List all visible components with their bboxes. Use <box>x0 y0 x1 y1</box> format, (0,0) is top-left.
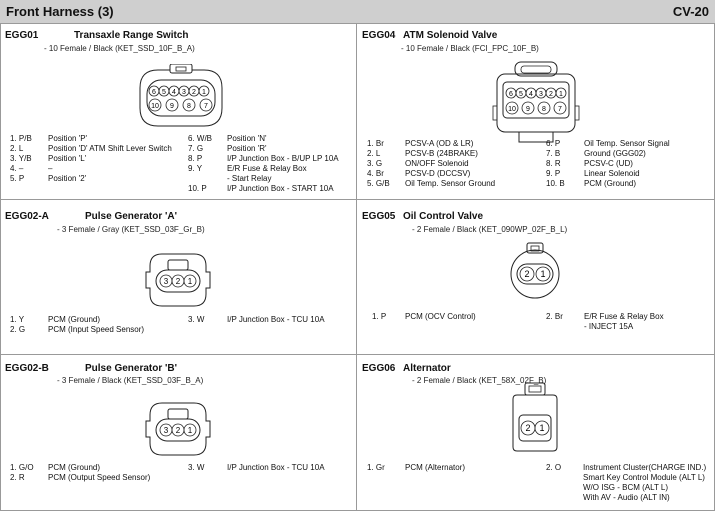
section-id: EGG04 <box>362 30 396 41</box>
pin-row <box>367 149 547 159</box>
pin-number: 4 <box>529 91 533 98</box>
pin-id: 1. Br <box>367 139 384 148</box>
pin-list-left <box>10 315 190 335</box>
pin-row <box>367 139 547 149</box>
connector-bottom-row <box>149 99 212 111</box>
pin-description: PCSV-B (24BRAKE) <box>405 149 478 158</box>
section-id: EGG02-B <box>5 363 49 374</box>
pin-id: 8. P <box>188 154 203 163</box>
pin-id: 1. G/O <box>10 463 34 472</box>
connector-spec: - 3 Female / Black (KET_SSD_03F_B_A) <box>57 376 204 385</box>
pin-row <box>367 169 547 179</box>
pin-row <box>546 483 712 493</box>
pin-number: 6 <box>152 89 156 96</box>
pin-number: 1 <box>187 426 193 435</box>
connector-spec: - 3 Female / Gray (KET_SSD_03F_Gr_B) <box>57 225 205 234</box>
pin-description: PCSV-D (DCCSV) <box>405 169 471 178</box>
pin-row <box>188 144 354 154</box>
pin-list-left <box>367 139 547 189</box>
pin-row <box>188 184 354 194</box>
connector-2pin-diagram <box>503 240 567 302</box>
pin-id: 10. P <box>188 184 207 193</box>
pin-number: 9 <box>170 103 174 110</box>
pin-description: PCM (OCV Control) <box>405 312 476 321</box>
page-header <box>0 0 715 24</box>
pin-description: W/O ISG - BCM (ALT L) <box>583 483 669 492</box>
pin-description: Position 'P' <box>48 134 88 143</box>
pin-id: 9. Y <box>188 164 203 173</box>
pin-description: PCM (Output Speed Sensor) <box>48 473 151 482</box>
connector-spec: - 10 Female / Black (KET_SSD_10F_B_A) <box>44 44 195 53</box>
pin-row <box>367 179 547 189</box>
pin-row <box>188 164 354 174</box>
pin-description: PCM (Input Speed Sensor) <box>48 325 145 334</box>
section-name: ATM Solenoid Valve <box>403 30 498 41</box>
pin-description: I/P Junction Box - TCU 10A <box>227 315 325 324</box>
pin-row <box>10 154 190 164</box>
pin-id: 9. P <box>546 169 561 178</box>
pin-row <box>546 312 712 322</box>
section-egg05 <box>357 200 715 354</box>
pin-description: PCM (Ground) <box>584 179 637 188</box>
pin-row <box>188 463 354 473</box>
pin-id: 2. Br <box>546 312 563 321</box>
section-name: Transaxle Range Switch <box>74 30 189 41</box>
section-egg02b <box>0 355 356 511</box>
pin-row <box>546 463 712 473</box>
pin-row <box>367 463 547 473</box>
pin-id: 2. O <box>546 463 562 472</box>
pin-number: 1 <box>559 91 563 98</box>
pin-row <box>10 144 190 154</box>
pin-number: 10 <box>151 103 159 110</box>
pin-id: 7. G <box>188 144 204 153</box>
pin-description: Oil Temp. Sensor Ground <box>405 179 496 188</box>
pin-list-right <box>188 315 354 325</box>
pin-list-left <box>372 312 542 322</box>
pin-description: I/P Junction Box - START 10A <box>227 184 334 193</box>
pin-id: 2. L <box>367 149 381 158</box>
section-egg01 <box>0 24 356 199</box>
pin-description: PCM (Ground) <box>48 463 101 472</box>
connector-10pin-diagram <box>136 64 226 130</box>
pin-row <box>546 322 712 332</box>
pin-description: Position 'D' ATM Shift Lever Switch <box>48 144 172 153</box>
pin-description: Position 'L' <box>48 154 87 163</box>
connector-2pin-diagram <box>509 381 561 455</box>
pin-list-right <box>546 463 712 503</box>
pin-number: 2 <box>549 91 553 98</box>
pin-description: – <box>48 164 53 173</box>
pin-number: 8 <box>542 106 546 113</box>
pin-row <box>10 325 190 335</box>
pin-id: 1. P/B <box>10 134 32 143</box>
connector-spec: - 2 Female / Black (KET_58X_02F_B) <box>412 376 547 385</box>
pin-number: 3 <box>539 91 543 98</box>
pin-description: Position 'N' <box>227 134 267 143</box>
pin-row <box>188 134 354 144</box>
pin-description: Smart Key Control Module (ALT L) <box>583 473 705 482</box>
pin-description: E/R Fuse & Relay Box <box>584 312 664 321</box>
pin-id: 2. R <box>10 473 25 482</box>
section-name: Pulse Generator 'A' <box>85 211 178 222</box>
connector-top-row <box>149 86 209 96</box>
pin-row <box>188 315 354 325</box>
pin-row <box>10 463 190 473</box>
pin-number: 3 <box>182 89 186 96</box>
pin-id: 10. B <box>546 179 565 188</box>
section-egg02a <box>0 200 356 354</box>
page-code: CV-20 <box>672 4 709 19</box>
pin-id: 6. W/B <box>188 134 213 143</box>
section-id: EGG01 <box>5 30 39 41</box>
connector-3pin-diagram <box>144 248 212 312</box>
pin-number: 2 <box>192 89 196 96</box>
pin-description: Linear Solenoid <box>584 169 640 178</box>
pin-description: ON/OFF Solenoid <box>405 159 469 168</box>
pin-description: With AV - Audio (ALT IN) <box>583 493 670 502</box>
pin-description: - INJECT 15A <box>584 322 634 331</box>
pin-row <box>10 134 190 144</box>
pin-list-right <box>546 139 712 189</box>
pin-description: Oil Temp. Sensor Signal <box>584 139 670 148</box>
pin-number: 7 <box>558 106 562 113</box>
pin-description: Position '2' <box>48 174 87 183</box>
pin-id: 4. Br <box>367 169 384 178</box>
pin-description: PCM (Alternator) <box>405 463 466 472</box>
pin-number: 2 <box>175 277 181 286</box>
pin-description: PCSV-C (UD) <box>584 159 633 168</box>
section-egg04 <box>357 24 715 199</box>
pin-description: Ground (GGG02) <box>584 149 646 158</box>
pin-number: 5 <box>519 91 523 98</box>
pin-id: 1. P <box>372 312 387 321</box>
pin-row <box>546 139 712 149</box>
pin-row <box>546 169 712 179</box>
pin-row <box>188 174 354 184</box>
pin-number: 8 <box>187 103 191 110</box>
pin-id: 1. Gr <box>367 463 385 472</box>
section-id: EGG06 <box>362 363 396 374</box>
pin-number: 2 <box>175 426 181 435</box>
pin-number: 3 <box>163 277 169 286</box>
pin-description: PCSV-A (OD & LR) <box>405 139 474 148</box>
pin-list-right <box>188 463 354 473</box>
pin-number: 10 <box>508 106 516 113</box>
section-egg06 <box>357 355 715 511</box>
section-name: Alternator <box>403 363 451 374</box>
pin-number: 1 <box>539 423 545 433</box>
section-id: EGG02-A <box>5 211 49 222</box>
section-name: Oil Control Valve <box>403 211 484 222</box>
pin-description: I/P Junction Box - B/UP LP 10A <box>227 154 339 163</box>
pin-row <box>10 473 190 483</box>
pin-number: 6 <box>509 91 513 98</box>
pin-number: 1 <box>187 277 193 286</box>
pin-id: 5. G/B <box>367 179 390 188</box>
pin-number: 2 <box>525 423 531 433</box>
page-title: Front Harness (3) <box>6 4 114 19</box>
section-name: Pulse Generator 'B' <box>85 363 178 374</box>
pin-row <box>372 312 542 322</box>
pin-row <box>10 164 190 174</box>
pin-row <box>188 154 354 164</box>
pin-id: 4. – <box>10 164 24 173</box>
connector-top-row <box>506 88 566 98</box>
pin-number: 1 <box>540 269 546 279</box>
pin-list-right <box>546 312 712 332</box>
pin-description: PCM (Ground) <box>48 315 101 324</box>
connector-spec: - 10 Female / Black (FCI_FPC_10F_B) <box>401 44 539 53</box>
pin-description: E/R Fuse & Relay Box <box>227 164 307 173</box>
pin-row <box>546 149 712 159</box>
connector-bottom-row <box>506 102 566 114</box>
pin-row <box>546 159 712 169</box>
pin-row <box>10 174 190 184</box>
pin-list-left <box>367 463 547 473</box>
pin-id: 2. L <box>10 144 24 153</box>
pin-description: Position 'R' <box>227 144 267 153</box>
pin-row <box>546 179 712 189</box>
pin-number: 2 <box>524 269 530 279</box>
connector-10pin-diagram <box>491 60 581 150</box>
pin-list-left <box>10 134 190 184</box>
pin-id: 1. Y <box>10 315 25 324</box>
pin-id: 7. B <box>546 149 561 158</box>
pin-id: 3. W <box>188 463 205 472</box>
connector-spec: - 2 Female / Black (KET_090WP_02F_B_L) <box>412 225 568 234</box>
pin-id: 3. W <box>188 315 205 324</box>
pin-list-right <box>188 134 354 194</box>
pin-list-left <box>10 463 190 483</box>
pin-id: 5. P <box>10 174 25 183</box>
pin-row <box>546 493 712 503</box>
pin-description: - Start Relay <box>227 174 272 183</box>
pin-number: 4 <box>172 89 176 96</box>
pin-number: 7 <box>204 103 208 110</box>
pin-id: 2. G <box>10 325 26 334</box>
pin-number: 5 <box>162 89 166 96</box>
connector-3pin-diagram <box>144 397 212 461</box>
pin-description: Instrument Cluster(CHARGE IND.) <box>583 463 707 472</box>
pin-number: 1 <box>202 89 206 96</box>
pin-id: 3. Y/B <box>10 154 32 163</box>
pin-id: 3. G <box>367 159 383 168</box>
pin-row <box>546 473 712 483</box>
section-id: EGG05 <box>362 211 396 222</box>
pin-description: I/P Junction Box - TCU 10A <box>227 463 325 472</box>
pin-row <box>10 315 190 325</box>
pin-id: 8. R <box>546 159 561 168</box>
pin-id: 6. P <box>546 139 561 148</box>
pin-number: 9 <box>526 106 530 113</box>
pin-number: 3 <box>163 426 169 435</box>
pin-row <box>367 159 547 169</box>
